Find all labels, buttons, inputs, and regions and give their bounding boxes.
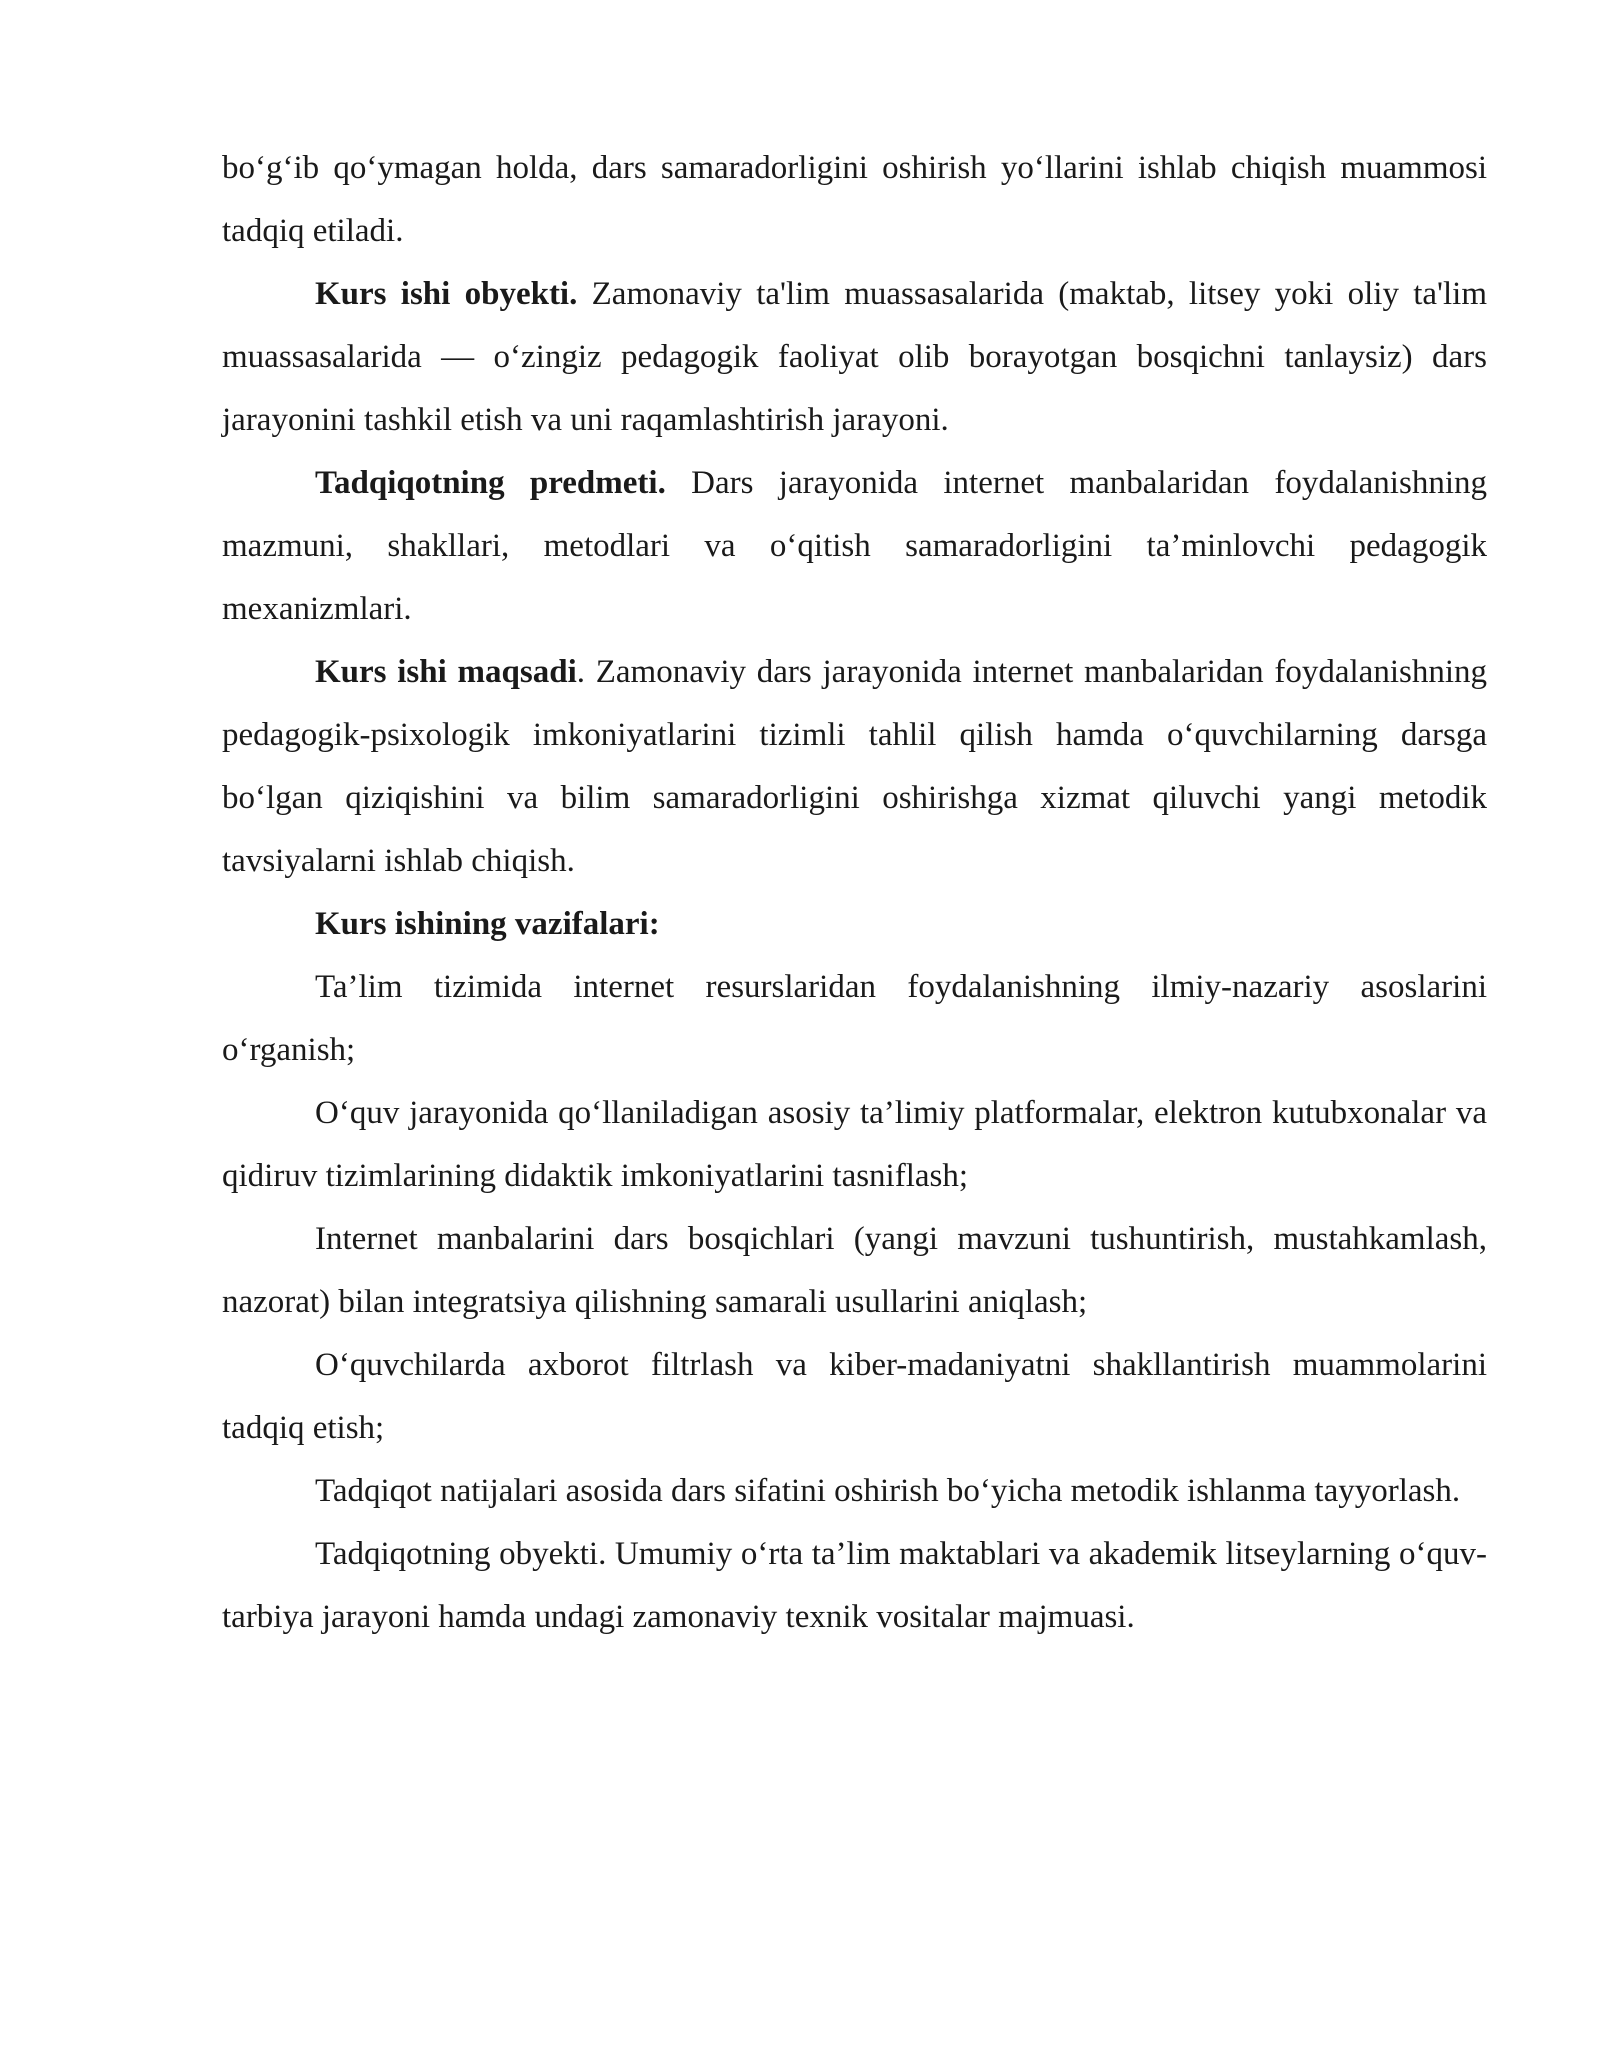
- paragraph-text: Dars jarayonida internet manbalaridan foydalanishning mazmuni, shakllari, metodlari va o‘qitish samaradorligini ta’minlovchi pedagogik mexanizmlari.: [222, 465, 1487, 627]
- paragraph-research-subject: [222, 452, 1487, 641]
- paragraph-course-object: [222, 263, 1487, 452]
- paragraph-text: Tadqiqotning obyekti. Umumiy o‘rta ta’lim maktablari va akademik litseylarning o‘quv-tarbiya jarayoni hamda undagi zamonaviy texnik vositalar majmuasi.: [222, 1536, 1487, 1635]
- paragraph-text: Zamonaviy ta'lim muassasalarida (maktab, litsey yoki oliy ta'lim muassasalarida — o‘zingiz pedagogik faoliyat olib borayotgan bosqichni tanlaysiz) dars jarayonini tashkil etish va uni raqamlashtirish jarayoni.: [222, 276, 1487, 438]
- paragraph-text: O‘quvchilarda axborot filtrlash va kiber-madaniyatni shakllantirish muammolarini tadqiq etish;: [222, 1347, 1487, 1446]
- section-heading: Kurs ishining vazifalari:: [315, 906, 660, 942]
- paragraph-text: bo‘g‘ib qo‘ymagan holda, dars samaradorligini oshirish yo‘llarini ishlab chiqish muammosi tadqiq etiladi.: [222, 150, 1487, 249]
- paragraph-task-2: [222, 1082, 1487, 1208]
- paragraph-heading: Tadqiqotning predmeti.: [315, 465, 666, 501]
- paragraph-text: . Zamonaviy dars jarayonida internet manbalaridan foydalanishning pedagogik-psixologik imkoniyatlarini tizimli tahlil qilish hamda o‘quvchilarning darsga bo‘lgan qiziqishini va bilim samaradorligini oshirishga xizmat qiluvchi yangi metodik tavsiyalarni ishlab chiqish.: [222, 654, 1488, 879]
- paragraph-text: Tadqiqot natijalari asosida dars sifatini oshirish bo‘yicha metodik ishlanma tayyorlash.: [315, 1473, 1461, 1509]
- paragraph-task-5: [222, 1460, 1487, 1523]
- paragraph-heading: Kurs ishi maqsadi: [315, 654, 577, 690]
- paragraph-problem-continuation: [222, 137, 1487, 263]
- paragraph-task-1: [222, 956, 1487, 1082]
- paragraph-task-3: [222, 1208, 1487, 1334]
- paragraph-research-object: [222, 1523, 1487, 1649]
- paragraph-tasks-heading: [222, 893, 1487, 956]
- paragraph-task-4: [222, 1334, 1487, 1460]
- paragraph-course-goal: [222, 641, 1487, 893]
- paragraph-text: Internet manbalarini dars bosqichlari (yangi mavzuni tushuntirish, mustahkamlash, nazorat) bilan integratsiya qilishning samarali usullarini aniqlash;: [222, 1221, 1487, 1320]
- paragraph-text: Ta’lim tizimida internet resurslaridan foydalanishning ilmiy-nazariy asoslarini o‘rganish;: [222, 969, 1487, 1068]
- paragraph-text: O‘quv jarayonida qo‘llaniladigan asosiy ta’limiy platformalar, elektron kutubxonalar va qidiruv tizimlarining didaktik imkoniyatlarini tasniflash;: [222, 1095, 1487, 1194]
- document-body: [222, 137, 1487, 1649]
- paragraph-heading: Kurs ishi obyekti.: [315, 276, 578, 312]
